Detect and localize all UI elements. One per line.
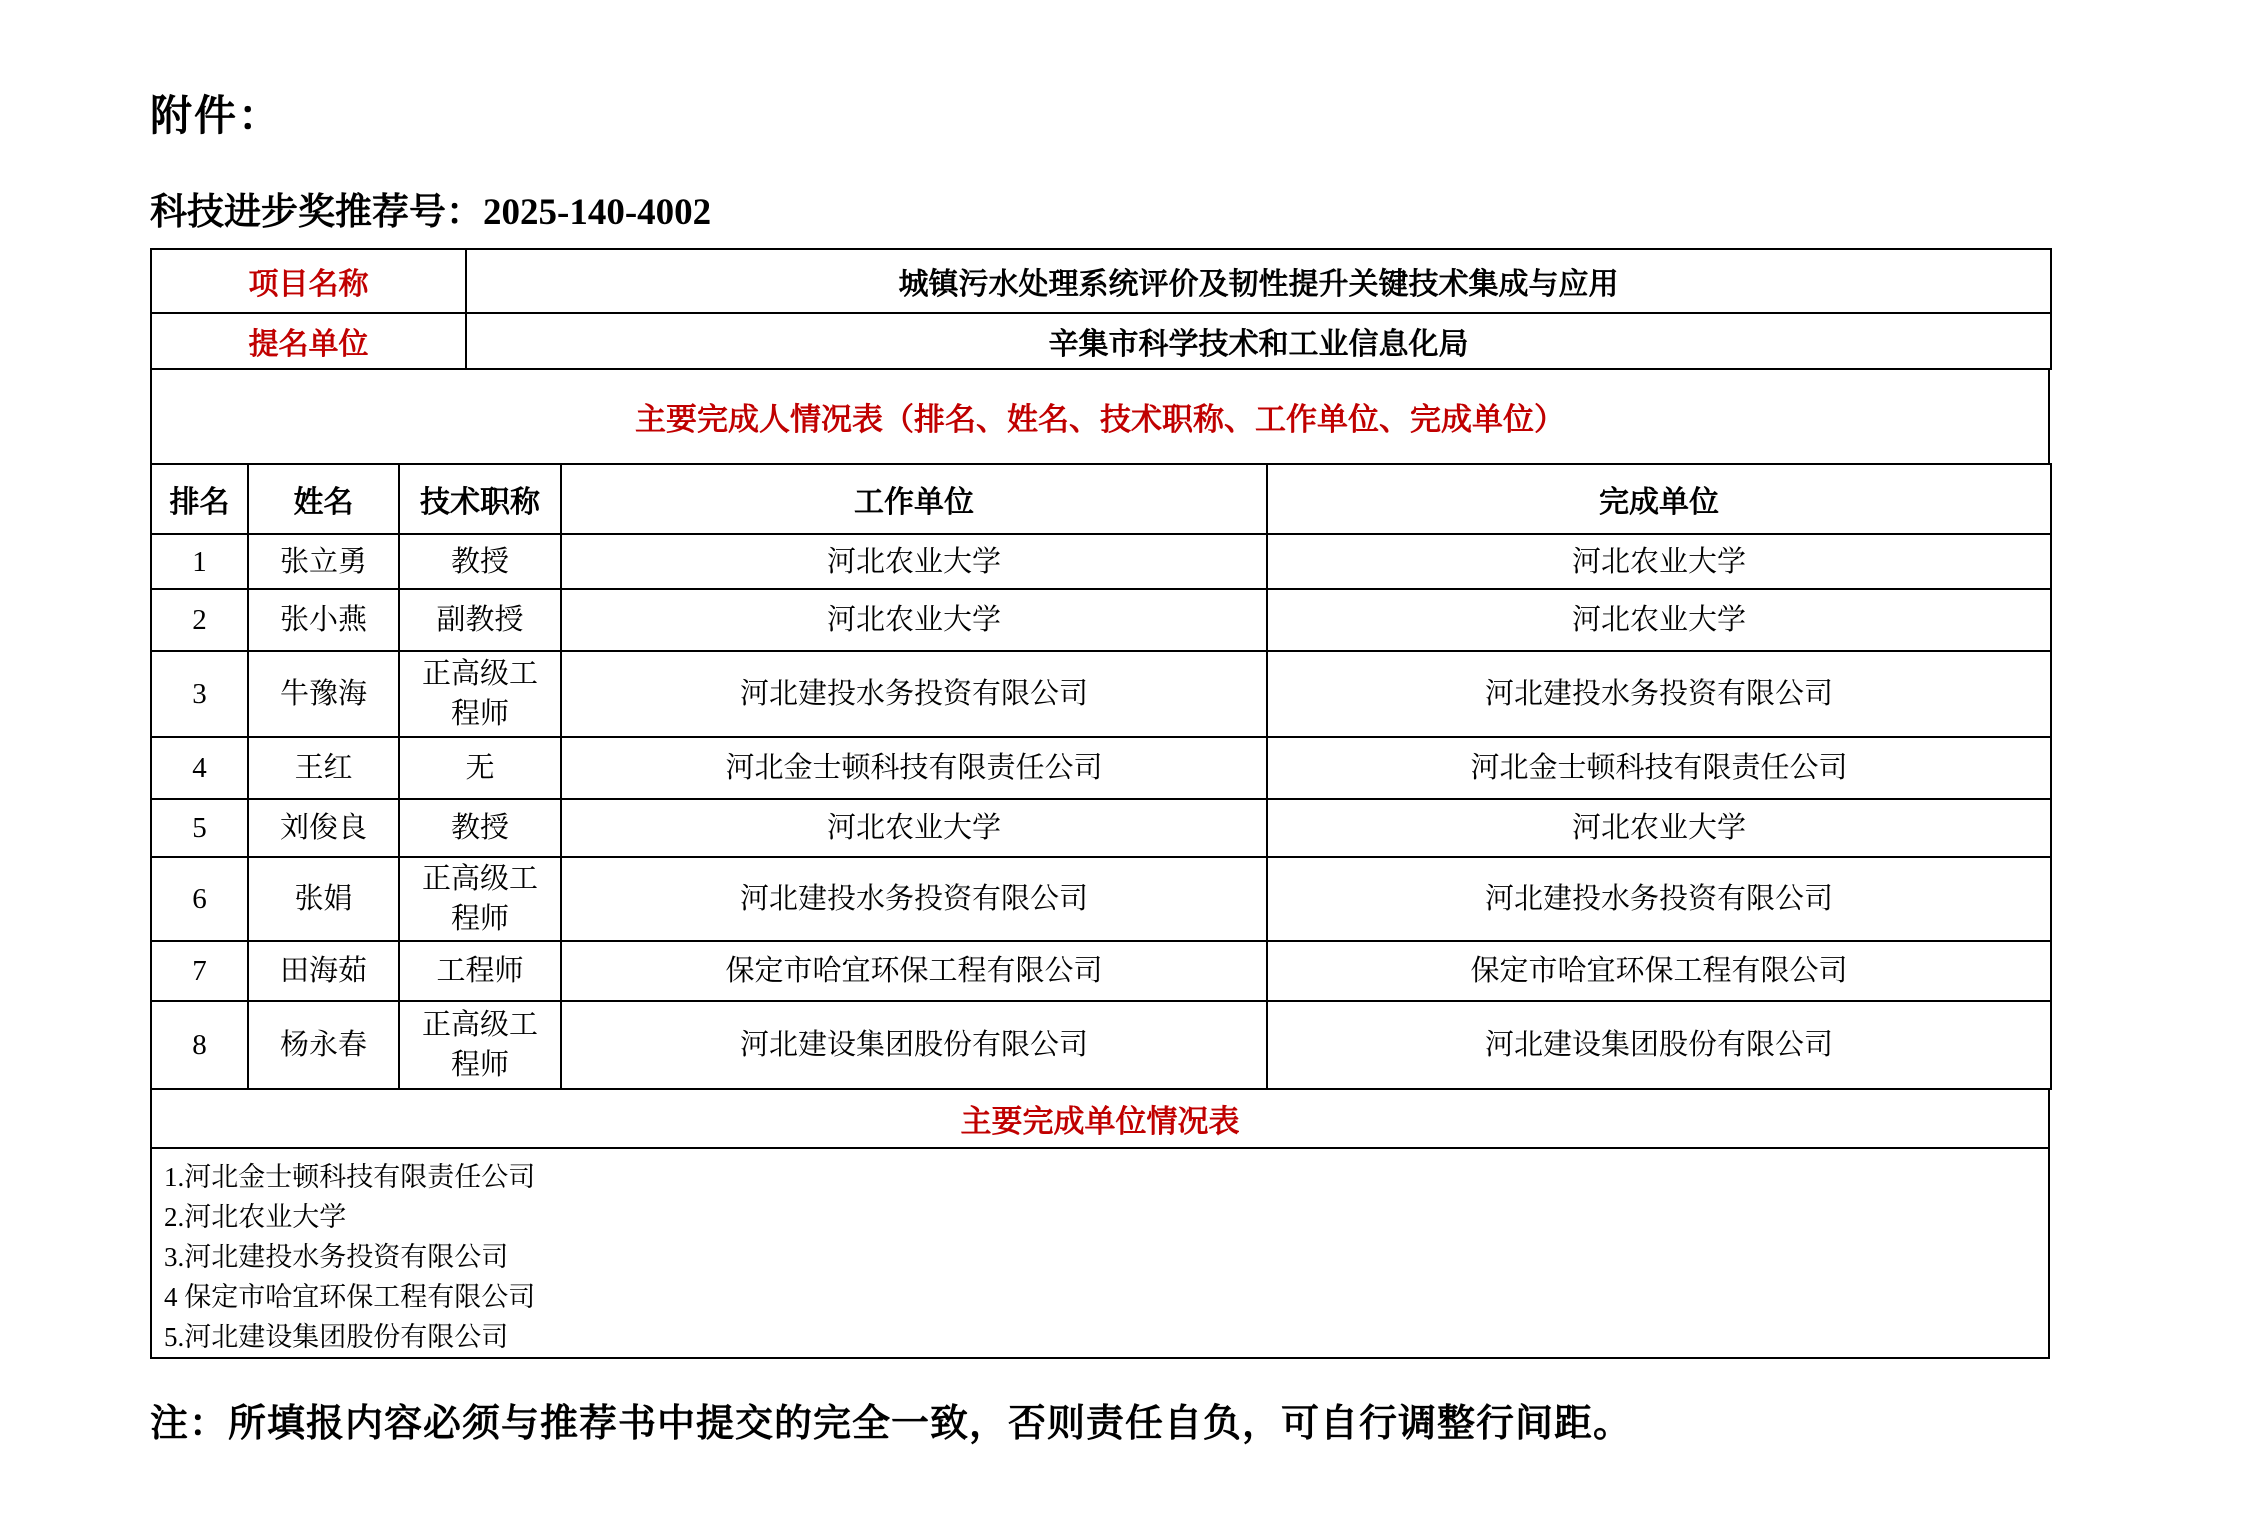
cell-rank: 1 [151, 534, 248, 589]
award-number-value: 2025-140-4002 [483, 192, 712, 233]
table-row [151, 799, 2051, 857]
cell-name: 张小燕 [248, 589, 399, 651]
cell-title: 正高级工程师 [399, 651, 561, 737]
people-table-header-row [151, 464, 2051, 534]
cell-title: 副教授 [399, 589, 561, 651]
project-name-value: 城镇污水处理系统评价及韧性提升关键技术集成与应用 [466, 249, 2051, 313]
award-number-line [150, 181, 711, 235]
people-table-title: 主要完成人情况表（排名、姓名、技术职称、工作单位、完成单位） [150, 368, 2050, 465]
list-item: 2.河北农业大学 [164, 1202, 347, 1232]
award-number-label: 科技进步奖推荐号： [150, 192, 483, 233]
col-header-title: 技术职称 [399, 464, 561, 534]
table-row [151, 651, 2051, 737]
project-name-row [151, 249, 2051, 313]
col-header-rank: 排名 [151, 464, 248, 534]
cell-title: 无 [399, 737, 561, 799]
table-row [151, 1001, 2051, 1089]
cell-rank: 8 [151, 1001, 248, 1089]
nominating-unit-value: 辛集市科学技术和工业信息化局 [466, 313, 2051, 369]
nominating-unit-row [151, 313, 2051, 369]
cell-name: 张娟 [248, 857, 399, 941]
cell-completion-unit: 河北农业大学 [1267, 534, 2051, 589]
recommendation-form [150, 248, 2050, 1359]
cell-rank: 2 [151, 589, 248, 651]
col-header-name: 姓名 [248, 464, 399, 534]
cell-name: 杨永春 [248, 1001, 399, 1089]
list-item: 3.河北建投水务投资有限公司 [164, 1242, 509, 1272]
cell-title: 正高级工程师 [399, 1001, 561, 1089]
units-list [150, 1147, 2050, 1359]
cell-work-unit: 保定市哈宜环保工程有限公司 [561, 941, 1267, 1001]
table-row [151, 534, 2051, 589]
cell-rank: 7 [151, 941, 248, 1001]
cell-work-unit: 河北农业大学 [561, 799, 1267, 857]
cell-completion-unit: 河北建投水务投资有限公司 [1267, 857, 2051, 941]
attachment-label: 附件： [150, 94, 283, 140]
project-name-label: 项目名称 [151, 249, 466, 313]
cell-rank: 3 [151, 651, 248, 737]
table-row [151, 941, 2051, 1001]
cell-work-unit: 河北建设集团股份有限公司 [561, 1001, 1267, 1089]
cell-work-unit: 河北建投水务投资有限公司 [561, 651, 1267, 737]
cell-rank: 6 [151, 857, 248, 941]
note-text: 注：所填报内容必须与推荐书中提交的完全一致，否则责任自负，可自行调整行间距。 [150, 1403, 1633, 1445]
cell-completion-unit: 保定市哈宜环保工程有限公司 [1267, 941, 2051, 1001]
cell-name: 刘俊良 [248, 799, 399, 857]
list-item: 5.河北建设集团股份有限公司 [164, 1322, 509, 1352]
units-table-title: 主要完成单位情况表 [150, 1088, 2050, 1149]
cell-rank: 5 [151, 799, 248, 857]
cell-completion-unit: 河北建投水务投资有限公司 [1267, 651, 2051, 737]
table-row [151, 589, 2051, 651]
cell-name: 王红 [248, 737, 399, 799]
cell-title: 正高级工程师 [399, 857, 561, 941]
cell-title: 工程师 [399, 941, 561, 1001]
cell-work-unit: 河北金士顿科技有限责任公司 [561, 737, 1267, 799]
cell-work-unit: 河北农业大学 [561, 534, 1267, 589]
cell-completion-unit: 河北农业大学 [1267, 589, 2051, 651]
cell-name: 张立勇 [248, 534, 399, 589]
cell-name: 牛豫海 [248, 651, 399, 737]
people-table [150, 463, 2052, 1090]
cell-work-unit: 河北建投水务投资有限公司 [561, 857, 1267, 941]
nominating-unit-label: 提名单位 [151, 313, 466, 369]
table-row [151, 737, 2051, 799]
project-info-table [150, 248, 2052, 370]
list-item: 4 保定市哈宜环保工程有限公司 [164, 1282, 536, 1312]
cell-completion-unit: 河北金士顿科技有限责任公司 [1267, 737, 2051, 799]
list-item: 1.河北金士顿科技有限责任公司 [164, 1162, 536, 1192]
table-row [151, 857, 2051, 941]
cell-completion-unit: 河北农业大学 [1267, 799, 2051, 857]
col-header-work-unit: 工作单位 [561, 464, 1267, 534]
cell-title: 教授 [399, 799, 561, 857]
cell-name: 田海茹 [248, 941, 399, 1001]
cell-completion-unit: 河北建设集团股份有限公司 [1267, 1001, 2051, 1089]
cell-work-unit: 河北农业大学 [561, 589, 1267, 651]
col-header-completion-unit: 完成单位 [1267, 464, 2051, 534]
cell-title: 教授 [399, 534, 561, 589]
cell-rank: 4 [151, 737, 248, 799]
